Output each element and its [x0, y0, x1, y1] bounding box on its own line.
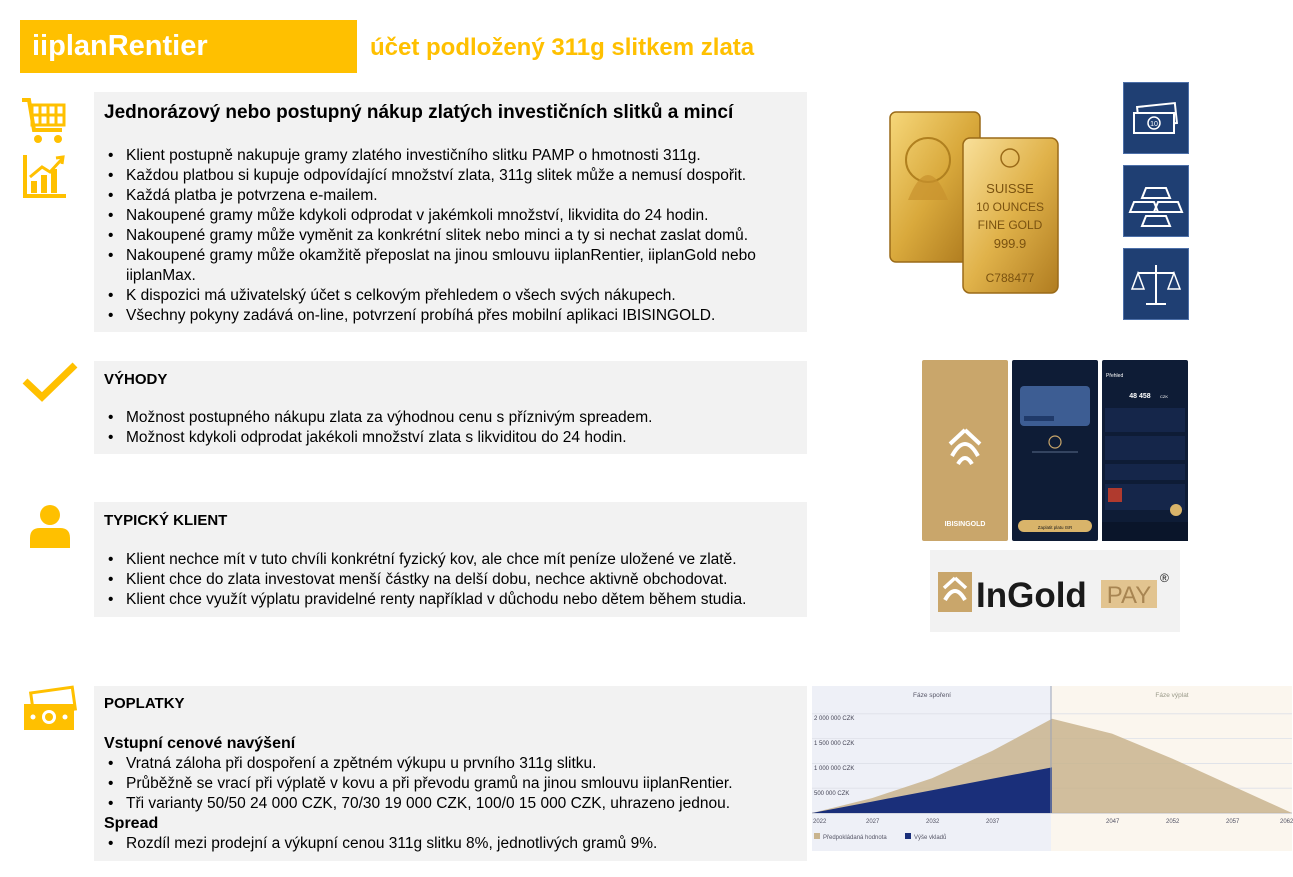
- client-list: [104, 550, 804, 610]
- purchase-heading: Jednorázový nebo postupný nákup zlatých investičních slitků a mincí: [104, 102, 734, 123]
- ingold-pay-logo: [930, 550, 1180, 632]
- fees-list-spread: [104, 834, 804, 854]
- list-item: • Nakoupené gramy může okamžitě přeposlat na jinou smlouvu iiplanRentier, iiplanGold nebo iiplanMax.: [104, 246, 786, 286]
- checkmark-icon: [22, 361, 78, 403]
- list-item: • Každou platbou si kupuje odpovídající množství zlata, 311g slitek může a nemusí dospořit.: [104, 166, 804, 186]
- phone-pay-button: Zaplatit platu ISR: [1037, 525, 1073, 530]
- y-tick-label: 1 500 000 CZK: [814, 741, 855, 747]
- phone-overview-amount: 48 458: [1129, 393, 1151, 400]
- phase-label-saving: Fáze spoření: [913, 692, 951, 699]
- list-item: • Nakoupené gramy může kdykoli odprodat v jakémkoli množství, likvidita do 24 hodin.: [104, 206, 804, 226]
- gold-bars-tile: [1123, 165, 1189, 237]
- phone-overview-screen: [1102, 360, 1188, 541]
- list-item: • Tři varianty 50/50 24 000 CZK, 70/30 19 000 CZK, 100/0 15 000 CZK, uhrazeno jednou.: [104, 794, 804, 814]
- legend-label: Předpokládaná hodnota: [823, 835, 887, 841]
- phone-overview: [1102, 360, 1188, 541]
- page-title: iiplanRentier: [32, 30, 208, 62]
- phone-card: [1012, 360, 1098, 541]
- legend-swatch-deposits: [905, 833, 911, 839]
- benefits-heading: VÝHODY: [104, 371, 168, 388]
- list-item: • Rozdíl mezi prodejní a výkupní cenou 311g slitku 8%, jednotlivých gramů 9%.: [104, 834, 804, 854]
- banknotes-icon: [1124, 83, 1188, 153]
- shopping-cart-icon: [20, 96, 68, 146]
- ingold-pay-logo-graphic: [930, 550, 1180, 632]
- y-tick-label: 2 000 000 CZK: [814, 716, 855, 722]
- x-tick-label: 2037: [986, 819, 1000, 825]
- logo-registered: ®: [1160, 571, 1169, 585]
- y-tick-label: 500 000 CZK: [814, 791, 850, 797]
- phone-card-screen: [1012, 360, 1098, 541]
- legend-swatch-value: [814, 833, 820, 839]
- purchase-list: [104, 146, 804, 326]
- phone-overview-title: Přehled: [1106, 373, 1124, 379]
- logo-name: InGold: [976, 576, 1087, 615]
- fees-list-entry: [104, 754, 804, 814]
- logo-pay: PAY: [1106, 582, 1152, 609]
- scales-icon: [1124, 249, 1188, 319]
- growth-chart-icon: [22, 153, 68, 199]
- list-item: • Klient chce využít výplatu pravidelné renty například v důchodu nebo dětem během studia.: [104, 590, 804, 610]
- page-subtitle: účet podložený 311g slitkem zlata: [370, 34, 755, 61]
- savings-chart-svg: [812, 686, 1292, 851]
- list-item: • Všechny pokyny zadává on-line, potvrzení probíhá přes mobilní aplikaci IBISINGOLD.: [104, 306, 804, 326]
- x-tick-label: 2027: [866, 819, 880, 825]
- gold-bar-purity: 999.9: [993, 236, 1027, 251]
- client-heading: TYPICKÝ KLIENT: [104, 512, 228, 529]
- list-item: • Nakoupené gramy může vyměnit za konkrétní slitek nebo minci a ty si nechat zaslat domů.: [104, 226, 804, 246]
- list-item: • Možnost postupného nákupu zlata za výhodnou cenu s příznivým spreadem.: [104, 408, 804, 428]
- banknotes-tile: [1123, 82, 1189, 154]
- list-item: • Vratná záloha při dospoření a zpětném výkupu u prvního 311g slitku.: [104, 754, 804, 774]
- scales-tile: [1123, 248, 1189, 320]
- list-item: • Klient chce do zlata investovat menší částky na delší dobu, nechce aktivně obchodovat.: [104, 570, 804, 590]
- legend-label: Výše vkladů: [914, 835, 947, 841]
- phone-splash: [922, 360, 1008, 541]
- list-item: • Klient postupně nakupuje gramy zlatého investičního slitku PAMP o hmotnosti 311g.: [104, 146, 804, 166]
- list-item: • Průběžně se vrací při výplatě v kovu a při převodu gramů na jinou smlouvu iiplanRentier.: [104, 774, 804, 794]
- x-tick-label: 2022: [813, 819, 827, 825]
- list-item: • Klient nechce mít v tuto chvíli konkrétní fyzický kov, ale chce mít peníze uložené ve zlatě.: [104, 550, 804, 570]
- phone-overview-currency: CZK: [1160, 394, 1168, 399]
- phone-brand: IBISINGOLD: [944, 521, 986, 528]
- list-item: • K dispozici má uživatelský účet s celkovým přehledem o všech svých nákupech.: [104, 286, 804, 306]
- client-section: [94, 502, 807, 617]
- fees-heading: POPLATKY: [104, 695, 185, 712]
- phase-label-payout: Fáze výplat: [1155, 692, 1189, 699]
- fees-subheading-spread: Spread: [104, 815, 159, 832]
- purchase-section: [94, 92, 807, 332]
- gold-bar-image: [888, 110, 1063, 295]
- x-tick-label: 2052: [1166, 819, 1180, 825]
- gold-bar-serial: C788477: [985, 271, 1035, 285]
- fees-section: [94, 686, 807, 861]
- benefits-section: [94, 361, 807, 454]
- gold-bars-icon: [1124, 166, 1188, 236]
- title-box: [20, 20, 357, 73]
- gold-bar-brand: SUISSE: [986, 181, 1034, 196]
- list-item: • Každá platba je potvrzena e-mailem.: [104, 186, 804, 206]
- x-tick-label: 2057: [1226, 819, 1240, 825]
- y-tick-label: 1 000 000 CZK: [814, 766, 855, 772]
- gold-bar-weight: 10 OUNCES: [975, 200, 1045, 214]
- benefits-list: [104, 408, 804, 448]
- person-icon: [28, 504, 72, 548]
- ibisingold-logo-icon: [922, 360, 1008, 541]
- money-icon: [22, 688, 78, 734]
- fees-subheading-entry: Vstupní cenové navýšení: [104, 735, 296, 752]
- gold-bar-metal: FINE GOLD: [977, 218, 1043, 232]
- list-item: • Možnost kdykoli odprodat jakékoli množství zlata s likviditou do 24 hodin.: [104, 428, 804, 448]
- x-tick-label: 2032: [926, 819, 940, 825]
- x-tick-label: 2047: [1106, 819, 1120, 825]
- savings-chart: [812, 686, 1292, 851]
- banknote-value: 10: [1150, 121, 1158, 128]
- x-tick-label: 2062: [1280, 819, 1293, 825]
